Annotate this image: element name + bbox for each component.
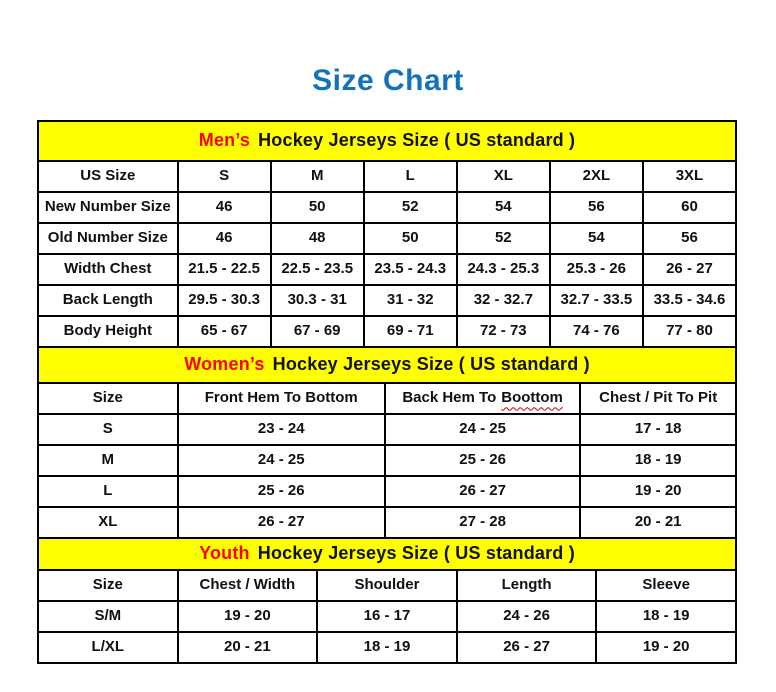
size-value-cell: 16 - 17 [317, 601, 457, 632]
size-value-cell: 31 - 32 [364, 285, 457, 316]
size-value-cell: 32.7 - 33.5 [550, 285, 643, 316]
size-value-cell: 52 [457, 223, 550, 254]
back-hem-misspelled-word: Boottom [501, 389, 563, 407]
size-value-cell: 22.5 - 23.5 [271, 254, 364, 285]
size-value-cell: 18 - 19 [596, 601, 736, 632]
size-value-cell: 54 [550, 223, 643, 254]
row-label: S [38, 414, 178, 445]
column-header: Sleeve [596, 570, 736, 601]
column-header: L [364, 161, 457, 192]
row-label: Old Number Size [38, 223, 178, 254]
size-value-cell: 24.3 - 25.3 [457, 254, 550, 285]
column-header: M [271, 161, 364, 192]
size-value-cell: 17 - 18 [580, 414, 736, 445]
womens-size-table [37, 346, 737, 539]
size-value-cell: 72 - 73 [457, 316, 550, 347]
column-header: Length [457, 570, 597, 601]
mens-size-table [37, 120, 737, 348]
size-value-cell: 60 [643, 192, 736, 223]
size-value-cell: 25 - 26 [385, 445, 580, 476]
page-title: Size Chart [312, 64, 464, 97]
back-hem-prefix: Back Hem To [402, 389, 497, 407]
row-label: L [38, 476, 178, 507]
size-value-cell: 32 - 32.7 [457, 285, 550, 316]
size-value-cell: 20 - 21 [580, 507, 736, 538]
size-value-cell: 25 - 26 [178, 476, 385, 507]
size-value-cell: 52 [364, 192, 457, 223]
size-value-cell: 26 - 27 [643, 254, 736, 285]
row-label: S/M [38, 601, 178, 632]
table-row [38, 632, 736, 663]
youth-section-title [38, 538, 736, 570]
size-value-cell: 24 - 26 [457, 601, 597, 632]
size-value-cell: 50 [271, 192, 364, 223]
size-value-cell: 33.5 - 34.6 [643, 285, 736, 316]
table-row [38, 476, 736, 507]
size-value-cell: 46 [178, 192, 271, 223]
column-header: XL [457, 161, 550, 192]
size-value-cell: 26 - 27 [457, 632, 597, 663]
table-row [38, 507, 736, 538]
mens-title-rest: Hockey Jerseys Size ( US standard ) [258, 130, 576, 151]
size-value-cell: 24 - 25 [385, 414, 580, 445]
table-row [38, 254, 736, 285]
womens-section-title [38, 347, 736, 383]
size-value-cell: 56 [550, 192, 643, 223]
size-value-cell: 24 - 25 [178, 445, 385, 476]
youth-title-rest: Hockey Jerseys Size ( US standard ) [257, 543, 575, 564]
size-value-cell: 19 - 20 [580, 476, 736, 507]
youth-section-band [38, 538, 736, 570]
column-header: Size [38, 570, 178, 601]
column-header-back-hem [385, 383, 580, 414]
size-value-cell: 18 - 19 [317, 632, 457, 663]
size-value-cell: 74 - 76 [550, 316, 643, 347]
size-value-cell: 25.3 - 26 [550, 254, 643, 285]
size-value-cell: 19 - 20 [596, 632, 736, 663]
row-label: L/XL [38, 632, 178, 663]
size-value-cell: 19 - 20 [178, 601, 318, 632]
size-value-cell: 77 - 80 [643, 316, 736, 347]
womens-header-row [38, 383, 736, 414]
size-value-cell: 27 - 28 [385, 507, 580, 538]
size-value-cell: 18 - 19 [580, 445, 736, 476]
size-value-cell: 46 [178, 223, 271, 254]
row-label: Back Length [38, 285, 178, 316]
column-header: Size [38, 383, 178, 414]
size-value-cell: 29.5 - 30.3 [178, 285, 271, 316]
row-label: New Number Size [38, 192, 178, 223]
size-chart-container [37, 120, 737, 664]
size-value-cell: 26 - 27 [178, 507, 385, 538]
row-label: M [38, 445, 178, 476]
size-value-cell: 21.5 - 22.5 [178, 254, 271, 285]
column-header: Shoulder [317, 570, 457, 601]
size-value-cell: 50 [364, 223, 457, 254]
size-value-cell: 23.5 - 24.3 [364, 254, 457, 285]
youth-size-table [37, 537, 737, 664]
column-header: Chest / Width [178, 570, 318, 601]
row-label: Body Height [38, 316, 178, 347]
table-row [38, 601, 736, 632]
table-row [38, 285, 736, 316]
size-value-cell: 23 - 24 [178, 414, 385, 445]
size-value-cell: 67 - 69 [271, 316, 364, 347]
size-value-cell: 48 [271, 223, 364, 254]
row-label: Width Chest [38, 254, 178, 285]
column-header: S [178, 161, 271, 192]
womens-title-highlight: Women’s [184, 354, 265, 375]
column-header: US Size [38, 161, 178, 192]
size-value-cell: 20 - 21 [178, 632, 318, 663]
table-row [38, 316, 736, 347]
column-header: Front Hem To Bottom [178, 383, 385, 414]
youth-header-row [38, 570, 736, 601]
mens-title-highlight: Men’s [198, 130, 251, 151]
size-value-cell: 30.3 - 31 [271, 285, 364, 316]
column-header: 2XL [550, 161, 643, 192]
size-value-cell: 65 - 67 [178, 316, 271, 347]
womens-section-band [38, 347, 736, 383]
table-row [38, 445, 736, 476]
table-row [38, 414, 736, 445]
column-header: Chest / Pit To Pit [580, 383, 736, 414]
youth-title-highlight: Youth [199, 543, 250, 564]
size-value-cell: 69 - 71 [364, 316, 457, 347]
mens-header-row [38, 161, 736, 192]
column-header: 3XL [643, 161, 736, 192]
size-value-cell: 26 - 27 [385, 476, 580, 507]
womens-title-rest: Hockey Jerseys Size ( US standard ) [272, 354, 590, 375]
size-value-cell: 54 [457, 192, 550, 223]
size-value-cell: 56 [643, 223, 736, 254]
row-label: XL [38, 507, 178, 538]
mens-section-band [38, 121, 736, 161]
table-row [38, 192, 736, 223]
table-row [38, 223, 736, 254]
mens-section-title [38, 121, 736, 161]
